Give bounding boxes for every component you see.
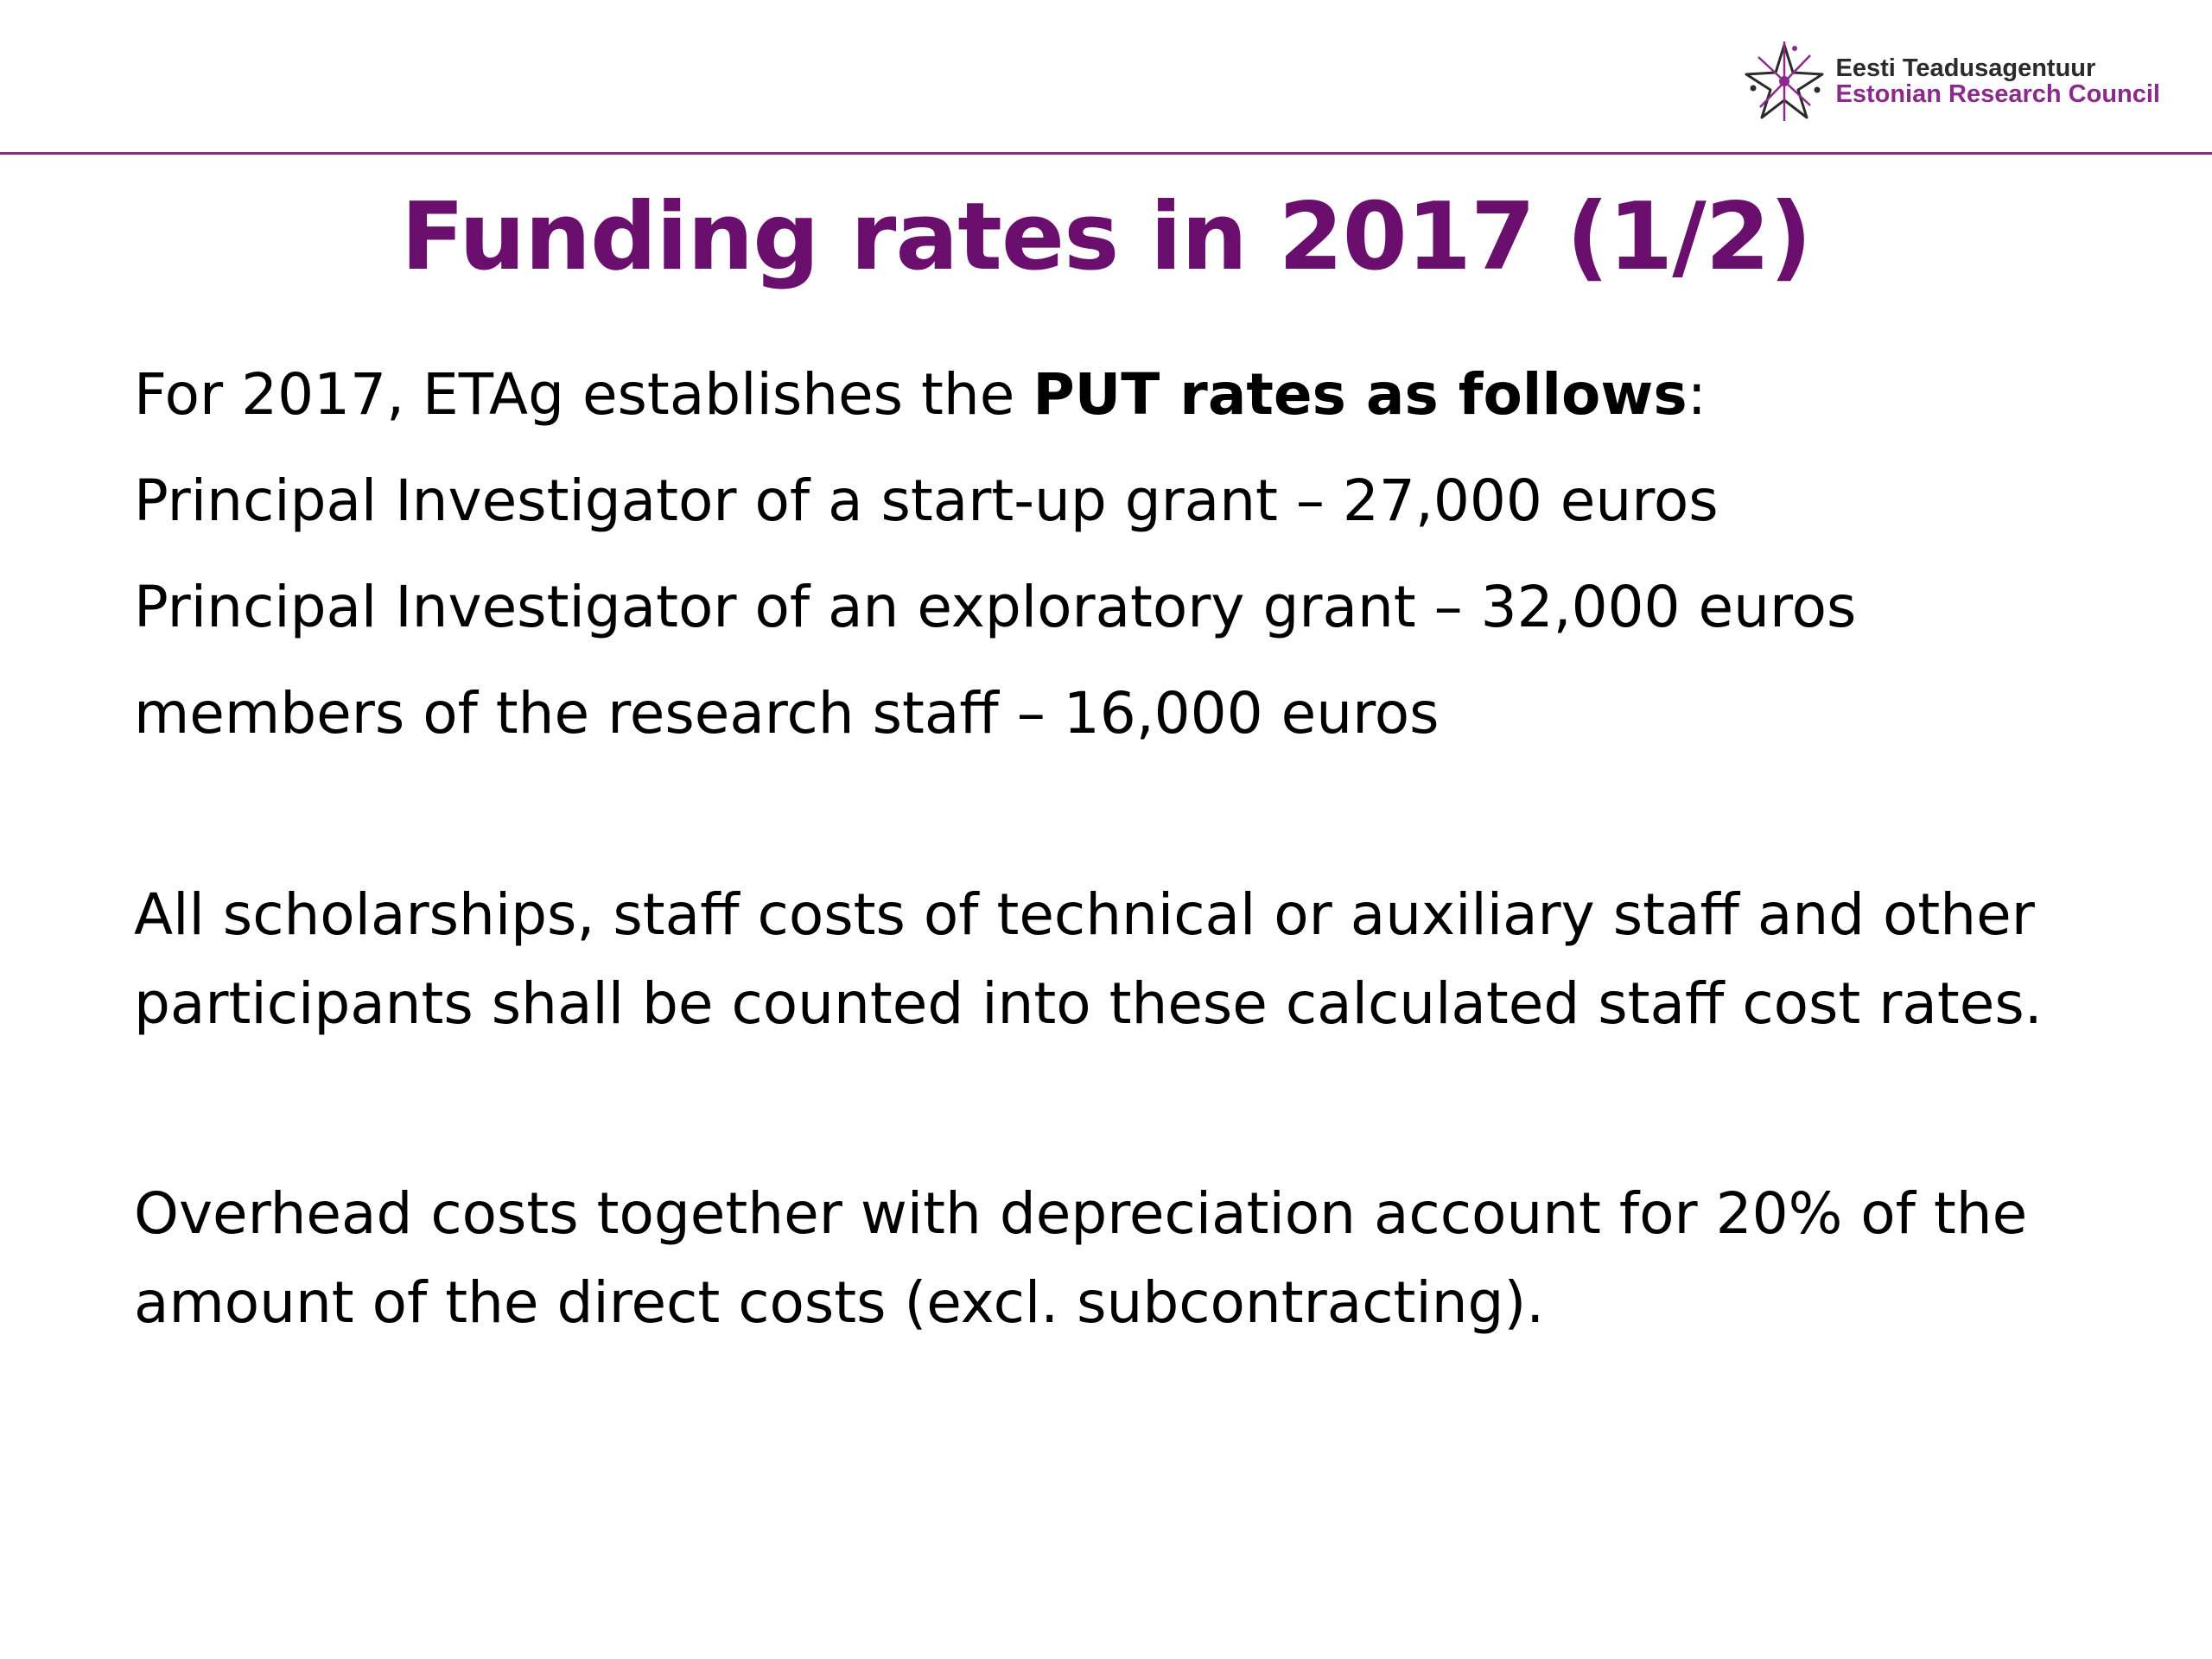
intro-suffix: : [1687,361,1707,428]
slide-body [134,341,2104,1347]
intro-bold: PUT rates as follows [1033,361,1688,428]
header-divider [0,152,2212,155]
slide-title: Funding rates in 2017 (1/2) [400,183,1812,291]
rate-line-exploratory: Principal Investigator of an exploratory grant – 32,000 euros [134,574,1857,640]
intro-prefix: For 2017, ETAg establishes the [134,361,1033,428]
rate-line-start-up: Principal Investigator of a start-up grant – 27,000 euros [134,467,1719,534]
paragraph-scholarships: All scholarships, staff costs of technical or auxiliary staff and other participants shall be counted into these calculated staff cost rates. [134,881,2043,1037]
logo-text [1836,55,2161,108]
star-logo-icon [1741,40,1827,123]
logo-name-estonian: Eesti Teadusagentuur [1835,54,2096,82]
rate-line-research-staff: members of the research staff – 16,000 euros [134,680,1440,747]
logo-name-english: Estonian Research Council [1835,80,2160,108]
paragraph-overhead: Overhead costs together with depreciation account for 20% of the amount of the direct costs (excl. subcontracting). [134,1180,2028,1336]
intro-line [134,341,2104,448]
logo [1741,40,2161,123]
